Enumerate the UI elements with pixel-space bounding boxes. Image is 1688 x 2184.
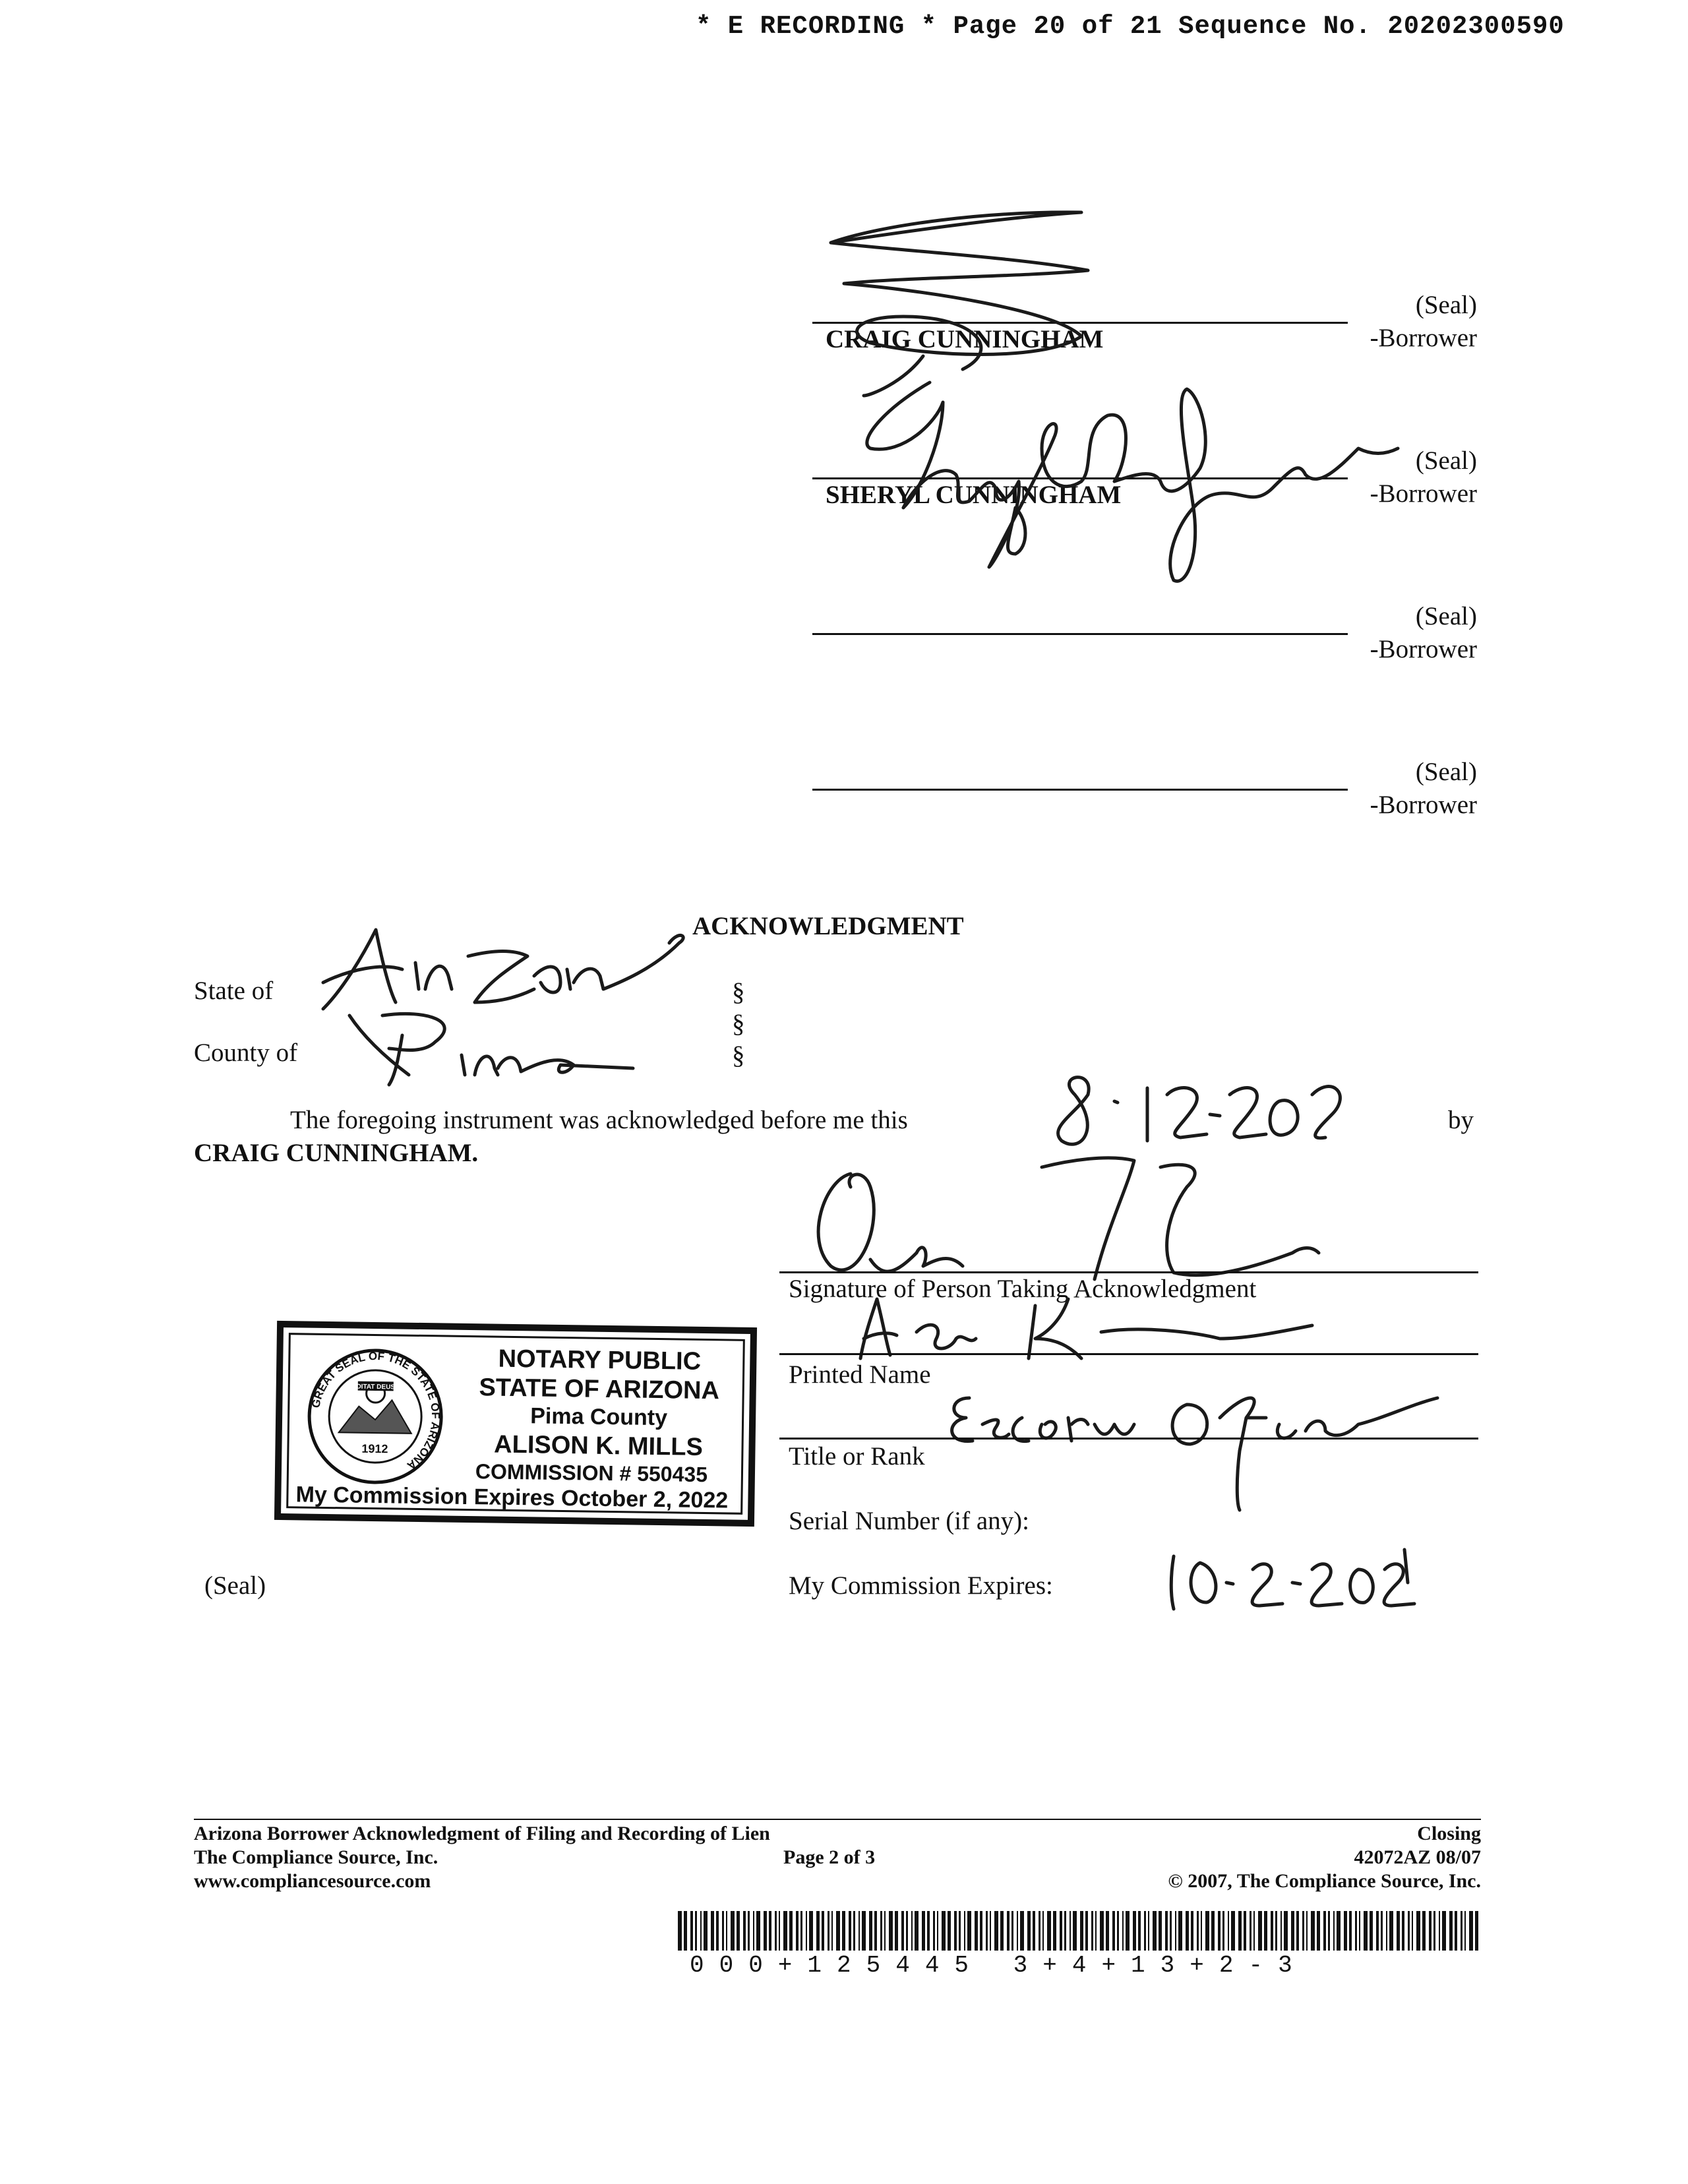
seal-label-1: (Seal): [1415, 291, 1477, 319]
borrower-label-1: -Borrower: [1370, 324, 1477, 352]
borrower-label-4: -Borrower: [1370, 791, 1477, 819]
company-website: www.compliancesource.com: [194, 1870, 431, 1892]
by-word: by: [1448, 1106, 1474, 1134]
signature-line-2: [812, 477, 1348, 479]
signature-line-1: [812, 322, 1348, 324]
arizona-state-seal-icon: [305, 1347, 446, 1487]
acknowledged-name: CRAIG CUNNINGHAM.: [194, 1139, 479, 1167]
date-handwritten: [1048, 1068, 1352, 1154]
stamp-line-5: COMMISSION # 550435: [475, 1459, 708, 1487]
seal-ring-text: GREAT SEAL OF THE STATE OF ARIZONA: [309, 1349, 442, 1472]
seal-year: 1912: [361, 1441, 388, 1456]
stamp-line-1: NOTARY PUBLIC: [498, 1345, 702, 1376]
borrower-label-3: -Borrower: [1370, 635, 1477, 663]
borrower-name-2: SHERYL CUNNINGHAM: [826, 481, 1122, 509]
signature-line-3: [812, 633, 1348, 635]
form-code: 42072AZ 08/07: [1354, 1846, 1481, 1868]
stamp-line-3: Pima County: [529, 1403, 668, 1431]
section-mark-1: §: [732, 978, 745, 1006]
copyright: © 2007, The Compliance Source, Inc.: [1168, 1870, 1481, 1892]
notary-stamp: [274, 1321, 757, 1527]
page-number: Page 2 of 3: [783, 1846, 876, 1868]
craig-signature: [804, 198, 1147, 409]
state-handwritten: [310, 917, 719, 1022]
borrower-label-2: -Borrower: [1370, 479, 1477, 508]
printed-name-label: Printed Name: [789, 1360, 931, 1389]
form-category: Closing: [1417, 1823, 1481, 1844]
footer-rule: [194, 1819, 1481, 1820]
commission-handwritten: [1160, 1543, 1437, 1616]
title-label: Title or Rank: [789, 1442, 925, 1471]
section-mark-3: §: [732, 1041, 745, 1070]
recording-header: * E RECORDING * Page 20 of 21 Sequence No. 20202300590: [696, 12, 1565, 41]
title-handwritten: [936, 1378, 1464, 1517]
seal-label: (Seal): [204, 1571, 266, 1600]
section-mark-2: §: [732, 1010, 745, 1038]
form-title: Arizona Borrower Acknowledgment of Filing and Recording of Lien: [194, 1823, 770, 1844]
seal-motto: DITAT DEUS: [356, 1383, 396, 1391]
county-handwritten: [343, 1009, 646, 1088]
title-line: [779, 1438, 1478, 1440]
serial-label: Serial Number (if any):: [789, 1507, 1029, 1535]
seal-label-3: (Seal): [1415, 602, 1477, 630]
signature-line-4: [812, 789, 1348, 791]
seal-label-2: (Seal): [1415, 446, 1477, 475]
barcode-digits: 000+125445 3+4+13+2-3: [690, 1952, 1308, 1979]
acknowledgment-body-text: The foregoing instrument was acknowledged before me this: [290, 1106, 908, 1134]
printed-name-line: [779, 1353, 1478, 1355]
stamp-line-4: ALISON K. MILLS: [493, 1430, 704, 1461]
county-label: County of: [194, 1039, 298, 1067]
borrower-name-1: CRAIG CUNNINGHAM: [826, 325, 1104, 353]
stamp-line-2: STATE OF ARIZONA: [479, 1374, 720, 1405]
stamp-line-6: My Commission Expires October 2, 2022: [295, 1482, 729, 1513]
notary-signature-line: [779, 1271, 1478, 1273]
commission-label: My Commission Expires:: [789, 1571, 1053, 1600]
acknowledgment-title: ACKNOWLEDGMENT: [692, 912, 964, 940]
company-name: The Compliance Source, Inc.: [194, 1846, 438, 1868]
signature-label: Signature of Person Taking Acknowledgment: [789, 1275, 1257, 1303]
seal-label-4: (Seal): [1415, 758, 1477, 786]
barcode: [678, 1911, 1482, 1956]
state-label: State of: [194, 977, 274, 1005]
